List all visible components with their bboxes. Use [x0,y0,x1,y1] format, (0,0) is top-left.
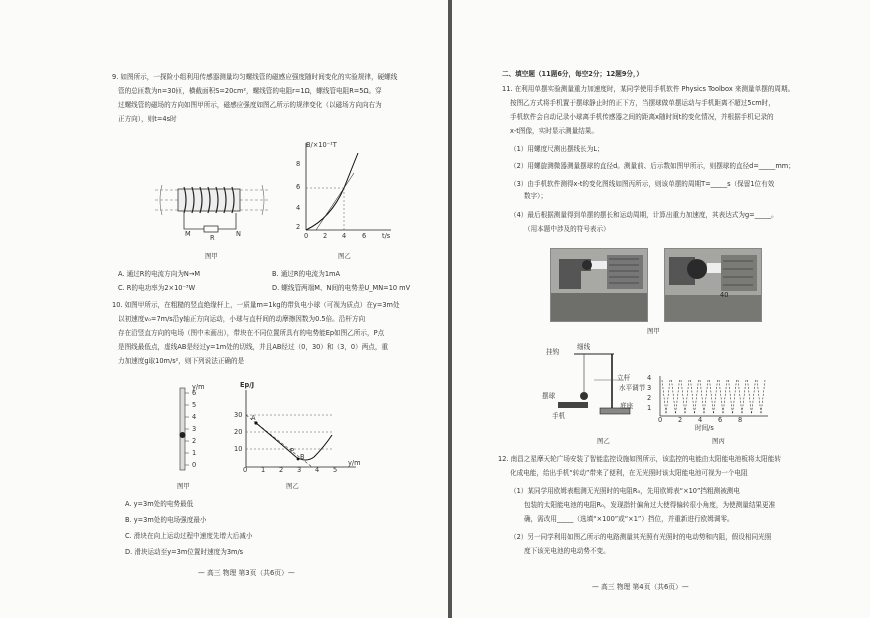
x-t-spike [748,380,756,414]
q11-item-4-cont: （用本题中涉及的符号表示） [524,225,610,233]
q12-line-1: 12. 南昌之星摩天轮广场安装了智能监控设施如图所示，该监控的电能由太阳能电池板将太阳能转 [498,455,781,463]
b-t-xtick: 2 [323,232,328,240]
q10-option-a: A. y=3m处的电势最低 [125,500,194,508]
q9-line-4: 正方向），则t=4s时 [118,115,177,123]
x-t-spike [681,380,689,414]
q9-option-c: C. R的电功率为2×10⁻³W [118,284,196,292]
micrometer-scale-value: 40 [720,291,729,299]
solenoid-label-r: R [210,234,215,242]
pendulum-line-label: 细线 [577,343,591,351]
q11-fig-c-caption: 图丙 [712,437,725,445]
q11-item-3: （3）由手机软件测得x-t的变化图线如图丙所示，则该单摆的周期T=_____s（保留1位有效 [510,180,775,188]
ep-y-xtick: 3 [297,466,302,474]
x-t-xtick: 6 [718,416,723,424]
pendulum-upright-label: 立杆 [617,374,631,382]
q12-item-1: （1）某同学用欧姆表粗测无光照时的电阻R₀，先用欧姆表“×10”挡粗测被测电 [510,487,740,495]
b-t-xtick: 4 [342,232,347,240]
x-t-spike [691,380,699,414]
left-page-footer: — 高三 物理 第3页（共6页）— [198,569,295,577]
ep-y-ytick: 10 [234,445,243,453]
q12-line-2: 化成电能，给出手机“转动”带来了便利，在无光照时该太阳能电池可视为一个电阻 [510,469,748,477]
x-t-xtick: 2 [678,416,683,424]
b-t-xlabel: t/s [382,232,391,240]
q9-option-b: B. 通过R的电流为1mA [272,270,340,278]
rod-ytick: 4 [192,413,197,421]
x-t-ytick: 3 [647,384,652,392]
q10-line-5: 力加速度g取10m/s²，则下列说法正确的是 [118,357,245,365]
q10-line-3: 存在沿竖直方向的电场（图中未画出），带块在不同位置所具有的电势能Ep如图乙所示，P点 [118,329,385,337]
solenoid-label-n: N [236,230,241,238]
q11-item-1: （1）用螺度尺测出摆线长为L； [510,145,604,153]
right-page-footer: — 高三 物理 第4页（共6页）— [592,583,689,591]
pendulum-base-label: 底座 [620,402,634,410]
q9-line-3: 过螺线管的磁场的方向如图甲所示，磁感应强度如图乙所示的规律变化（以磁场方向向右为 [118,101,382,109]
q9-option-d: D. 螺线管两端M、N间的电势差U_MN=10 mV [272,284,411,292]
q11-line-2: 按图乙方式将手机置于摆球静止时的正下方，当摆球做单摆运动与手机距离不超过5cm时， [510,99,775,107]
q9-fig1-caption: 图甲 [205,252,218,260]
pendulum-ball-label: 摆球 [542,392,556,400]
ep-y-point-b: B [300,453,305,461]
x-t-spike [757,380,765,414]
q10-fig2-caption: 图乙 [286,482,299,490]
q12-item-2: （2）另一同学利用如图乙所示的电路测量其光照有光照时的电动势和内阻，假设相同光照 [510,533,772,541]
q10-line-1: 10. 如图甲所示，在粗糙的竖直绝缘杆上，一质量m=1kg的带负电小球（可视为质点）在y=3m处 [112,301,400,309]
pendulum-level-label: 水平调节 [619,384,646,392]
x-t-xtick: 4 [698,416,703,424]
q10-option-c: C. 滑块在向上运动过程中速度先增大后减小 [125,532,253,540]
ep-y-xtick: 5 [333,466,338,474]
q12-item-1-cont: 包装的太阳能电池的电阻R₀，发现指针偏角过大使得偏转很小角度，为使测量结果更准 [524,501,776,509]
x-t-spike [672,380,680,414]
pendulum-hook-label: 挂钩 [546,348,560,356]
q11-fig-a-caption: 图甲 [647,327,660,335]
rod-ytick: 3 [192,425,197,433]
rod-ytick: 5 [192,401,197,409]
micrometer-photo-before [550,248,648,322]
q10-option-b: B. y=3m处的电场强度最小 [125,516,207,524]
q11-line-3: 手机软件会自动记录小球离手机传感器之间的距离x随时间t的变化情况，并根据手机记录的 [510,113,774,121]
ep-y-xlabel: y/m [348,459,361,467]
rod-ytick: 6 [192,389,197,397]
x-t-spike [710,380,718,414]
right-page [452,0,870,618]
rod-ytick: 2 [192,437,197,445]
ep-y-xtick: 0 [243,466,248,474]
q11-item-4: （4）最后根据测量得到单摆的摆长和运动周期，计算出重力加速度，其表达式为g=_____。 [510,211,778,219]
x-t-spike [700,380,708,414]
q9-line-1: 9. 如图所示，一探险小组利用传感器测量均匀螺线管的磁感应强度随时间变化的实验规律，硬螺线 [112,73,398,81]
x-t-spike [729,380,737,414]
x-t-graph [652,374,770,424]
b-t-ytick: 6 [296,183,301,191]
x-t-spike [738,380,746,414]
q9-line-2: 管的总匝数为n=30匝，横截面积S=20cm²，螺线管的电阻r=1Ω，螺线管电阻R=5Ω。穿 [118,87,382,95]
rod-ytick: 1 [192,449,197,457]
q10-line-4: 是图线最低点，虚线AB是经过y=1m处的切线，并且AB经过（0，30）和（3，0）两点，重 [118,343,389,351]
q9-option-a: A. 通过R的电流方向为N→M [118,270,201,278]
b-t-ylabel: B/×10⁻¹T [306,141,337,149]
rod-ylabel: y/m [192,383,205,391]
solenoid-figure [150,165,270,245]
ep-y-ytick: 30 [234,411,243,419]
ep-y-xtick: 2 [279,466,284,474]
x-t-spike [719,380,727,414]
rod-ytick: 0 [192,461,197,469]
x-t-xtick: 8 [738,416,743,424]
x-t-spike [662,380,670,414]
b-t-xtick: 6 [362,232,367,240]
q10-fig1-caption: 图甲 [177,482,190,490]
q11-item-2: （2）用螺旋测微器测量摆球的直径d。测量前、后示数如图甲所示，则摆球的直径d=_____mm； [510,162,795,170]
x-t-ytick: 1 [647,404,652,412]
ep-y-point-p: P [290,447,294,455]
ep-y-xtick: 4 [315,466,320,474]
q12-item-2-cont: 度下该光电池的电动势不变。 [524,547,610,555]
b-t-graph [286,138,396,240]
ep-y-ytick: 20 [234,428,243,436]
ep-y-point-a: A [251,414,256,422]
q10-line-2: 以初速度v₀=7m/s沿y轴正方向运动，小球与直杆间的动摩擦因数为0.5倍。沿杆方向 [118,315,366,323]
q11-line-1: 11. 在利用单摆实验测量重力加速度时，某同学使用手机软件 Physics Toolbox 来测量单摆的周期。 [502,85,795,93]
b-t-ytick: 2 [296,223,301,231]
solenoid-label-m: M [185,230,191,238]
q9-fig2-caption: 图乙 [338,252,351,260]
micrometer-photo-after [664,248,762,322]
section-title: 二、填空题（11题6分，每空2分；12题9分，） [502,70,643,78]
ep-y-xtick: 1 [261,466,266,474]
x-t-xlabel: 时间/s [695,424,714,432]
q10-option-d: D. 滑块运动至y=3m位置时速度为3m/s [125,548,244,556]
x-t-ytick: 4 [647,374,652,382]
q12-item-1-cont: 确，需改用_____（选填“×100”或“×1”）挡位，并重新进行欧姆调零。 [524,515,734,523]
x-t-ytick: 2 [647,394,652,402]
q11-line-4: x-t图像，实时显示测量结果。 [510,127,598,135]
ep-y-ylabel: Ep/J [240,381,255,389]
q11-fig-b-caption: 图乙 [597,437,610,445]
q11-item-3-cont: 数字）； [524,192,548,200]
pendulum-phone-label: 手机 [552,412,566,420]
b-t-xtick: 0 [304,232,309,240]
x-t-xtick: 0 [658,416,663,424]
b-t-ytick: 4 [296,204,301,212]
rod-figure [160,383,210,478]
b-t-ytick: 8 [296,160,301,168]
ep-y-graph [232,385,362,477]
